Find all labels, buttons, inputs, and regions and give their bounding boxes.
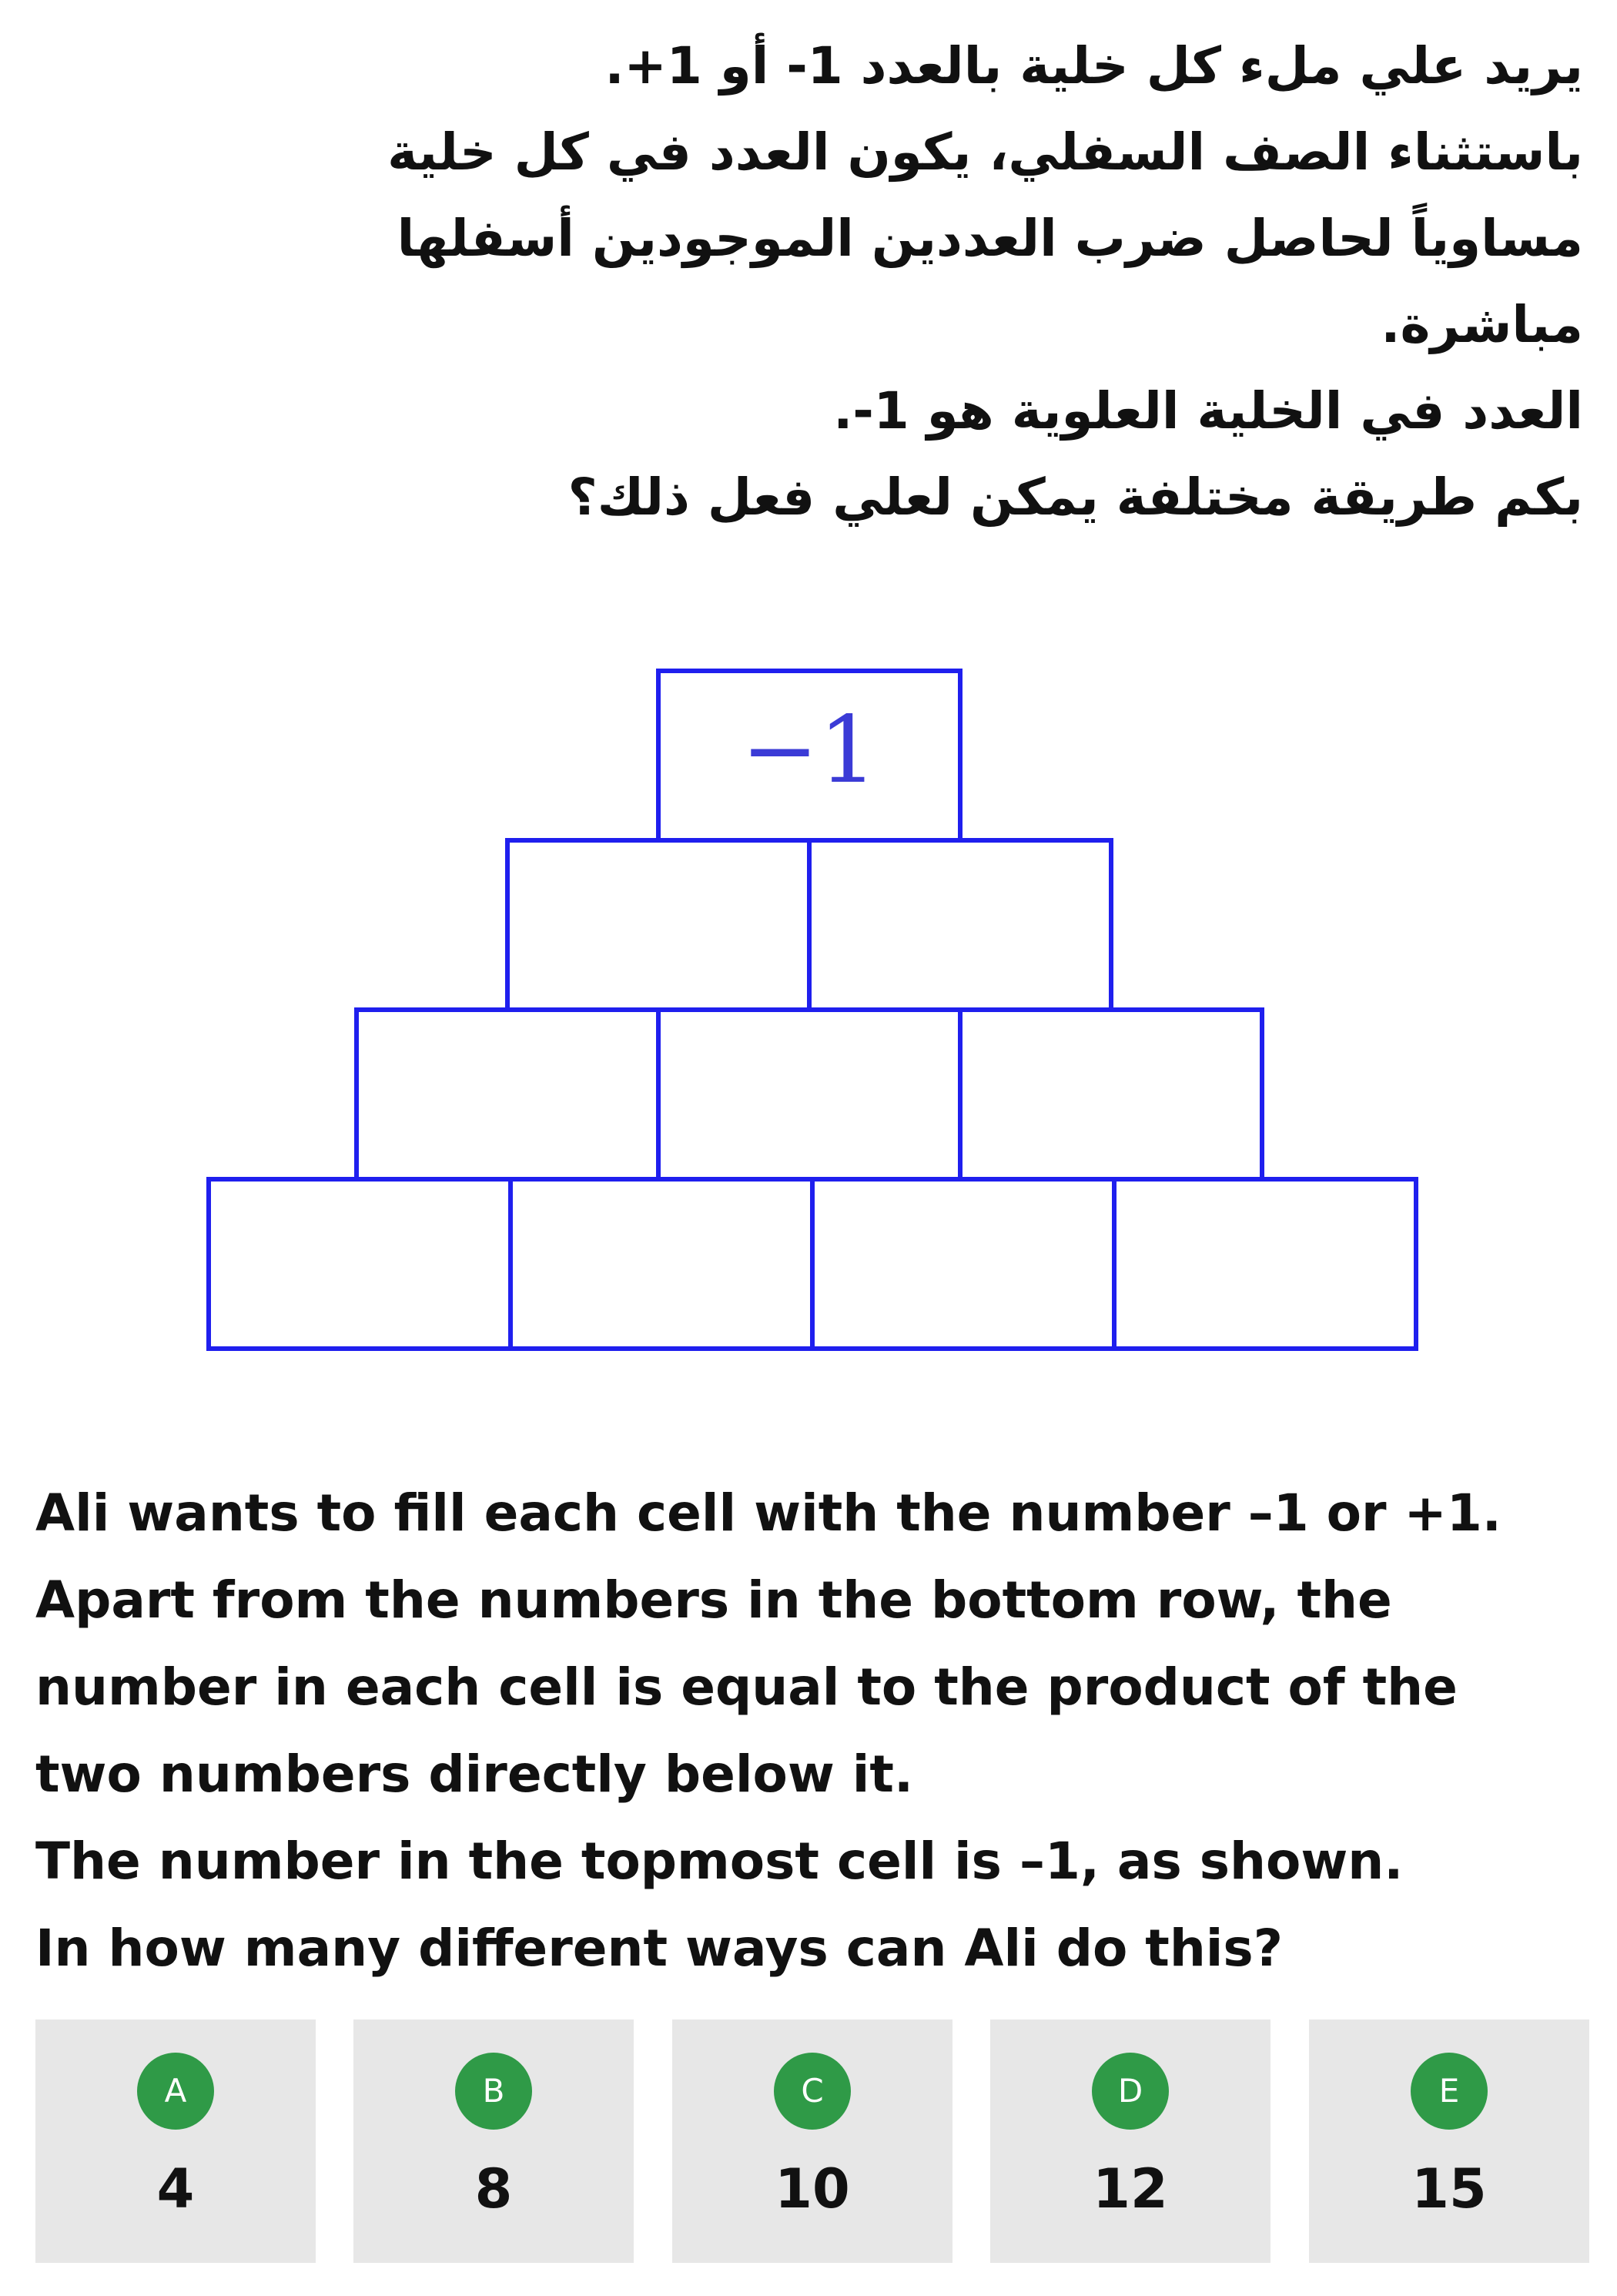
arabic-line-3: مساوياً لحاصل ضرب العددين الموجودين أسفلها [397, 209, 1583, 268]
arabic-line-2: باستثناء الصف السفلي، يكون العدد في كل خلية [387, 122, 1583, 182]
question-text-arabic [46, 23, 1583, 541]
pyramid-cell-r2-2 [809, 840, 1111, 1010]
option-e-value: 15 [1411, 2157, 1487, 2221]
question-text-english [35, 1470, 1591, 1992]
option-e[interactable] [1309, 2019, 1589, 2263]
option-c-badge: C [774, 2053, 851, 2130]
option-d-value: 12 [1093, 2157, 1168, 2221]
english-line-2: Apart from the numbers in the bottom row, the [35, 1570, 1392, 1630]
option-d[interactable] [990, 2019, 1270, 2263]
number-pyramid [204, 666, 1421, 1359]
pyramid-cell-r3-3 [960, 1010, 1262, 1179]
pyramid-cell-r3-1 [357, 1010, 658, 1179]
arabic-line-6: بكم طريقة مختلفة يمكن لعلي فعل ذلك؟ [567, 468, 1583, 527]
answer-options [35, 2019, 1589, 2263]
arabic-line-4: مباشرة. [1381, 295, 1583, 354]
option-d-badge: D [1092, 2053, 1169, 2130]
option-c[interactable] [672, 2019, 952, 2263]
pyramid-cell-r4-1 [209, 1179, 511, 1349]
option-b[interactable] [353, 2019, 634, 2263]
option-a-value: 4 [156, 2157, 195, 2221]
arabic-line-5: العدد في الخلية العلوية هو 1-. [833, 381, 1583, 441]
option-c-value: 10 [775, 2157, 850, 2221]
option-e-badge: E [1411, 2053, 1488, 2130]
english-line-4: two numbers directly below it. [35, 1745, 914, 1804]
arabic-line-1: يريد علي ملء كل خلية بالعدد 1- أو 1+. [604, 36, 1583, 96]
english-line-1: Ali wants to fill each cell with the number –1 or +1. [35, 1483, 1502, 1543]
option-a-badge: A [137, 2053, 214, 2130]
pyramid-cell-r2-1 [507, 840, 809, 1010]
option-a[interactable] [35, 2019, 316, 2263]
english-line-5: The number in the topmost cell is –1, as shown. [35, 1832, 1404, 1891]
pyramid-cell-r4-3 [812, 1179, 1114, 1349]
pyramid-cell-r4-4 [1114, 1179, 1416, 1349]
pyramid-top-value: −1 [741, 697, 878, 804]
pyramid-cell-r4-2 [511, 1179, 812, 1349]
english-line-3: number in each cell is equal to the product of the [35, 1657, 1458, 1717]
option-b-badge: B [455, 2053, 532, 2130]
option-b-value: 8 [474, 2157, 513, 2221]
english-line-6: In how many different ways can Ali do this? [35, 1919, 1283, 1978]
pyramid-cell-r3-2 [658, 1010, 960, 1179]
